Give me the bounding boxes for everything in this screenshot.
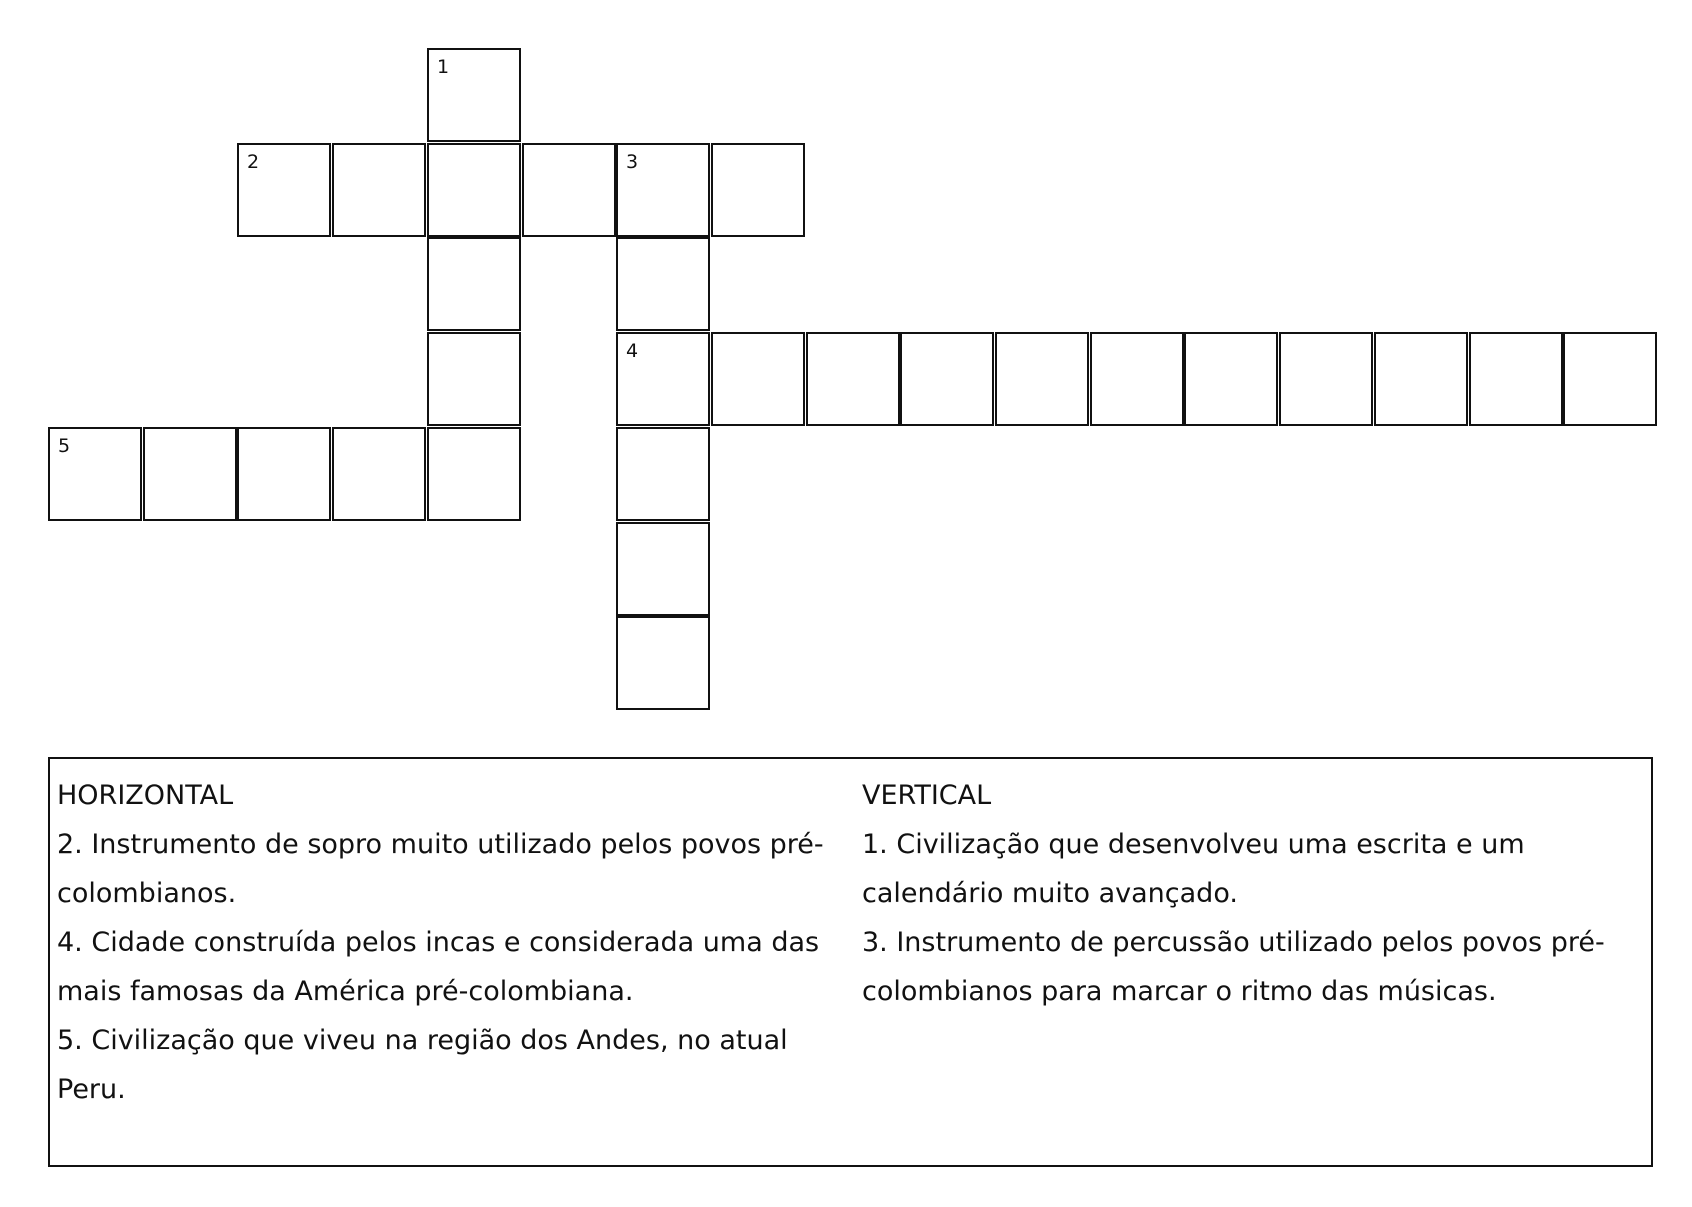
- crossword-cell[interactable]: [616, 237, 710, 331]
- crossword-cell[interactable]: [995, 332, 1089, 426]
- crossword-cell[interactable]: [1469, 332, 1563, 426]
- crossword-cell[interactable]: [427, 427, 521, 521]
- clue-number: 2: [247, 151, 260, 173]
- vertical-clues: [862, 771, 1642, 1016]
- crossword-cell[interactable]: [1090, 332, 1184, 426]
- crossword-cell[interactable]: [237, 143, 331, 237]
- crossword-cell[interactable]: [711, 143, 805, 237]
- crossword-cell[interactable]: [332, 427, 426, 521]
- crossword-cell[interactable]: [616, 522, 710, 616]
- horizontal-clues: [57, 771, 847, 1114]
- crossword-cell[interactable]: [616, 616, 710, 710]
- crossword-cell[interactable]: [48, 427, 142, 521]
- crossword-cell[interactable]: [616, 332, 710, 426]
- horizontal-clue-5: 5. Civilização que viveu na região dos Andes, no atual Peru.: [57, 1025, 788, 1105]
- clue-number: 5: [58, 435, 71, 457]
- crossword-cell[interactable]: [143, 427, 237, 521]
- horizontal-clue-4: 4. Cidade construída pelos incas e considerada uma das mais famosas da América pré-colombiana.: [57, 927, 820, 1007]
- clue-number: 1: [437, 56, 450, 78]
- crossword-cell[interactable]: [427, 48, 521, 142]
- vertical-clue-3: 3. Instrumento de percussão utilizado pelos povos pré-colombianos para marcar o ritmo das músicas.: [862, 927, 1605, 1007]
- crossword-cell[interactable]: [806, 332, 900, 426]
- crossword-cell[interactable]: [237, 427, 331, 521]
- crossword-cell[interactable]: [1374, 332, 1468, 426]
- crossword-cell[interactable]: [711, 332, 805, 426]
- horizontal-clue-2: 2. Instrumento de sopro muito utilizado pelos povos pré-colombianos.: [57, 829, 824, 909]
- crossword-cell[interactable]: [332, 143, 426, 237]
- crossword-cell[interactable]: [616, 427, 710, 521]
- crossword-cell[interactable]: [427, 143, 521, 237]
- crossword-cell[interactable]: [427, 332, 521, 426]
- vertical-clue-1: 1. Civilização que desenvolveu uma escrita e um calendário muito avançado.: [862, 829, 1525, 909]
- crossword-cell[interactable]: [900, 332, 994, 426]
- crossword-cell[interactable]: [1279, 332, 1373, 426]
- clue-number: 3: [626, 151, 639, 173]
- clue-number: 4: [626, 340, 639, 362]
- clues-box: [48, 757, 1653, 1167]
- crossword-cell[interactable]: [1563, 332, 1657, 426]
- crossword-cell[interactable]: [427, 237, 521, 331]
- horizontal-heading: HORIZONTAL: [57, 780, 234, 811]
- crossword-cell[interactable]: [522, 143, 616, 237]
- vertical-heading: VERTICAL: [862, 780, 992, 811]
- crossword-cell[interactable]: [616, 143, 710, 237]
- crossword-cell[interactable]: [1184, 332, 1278, 426]
